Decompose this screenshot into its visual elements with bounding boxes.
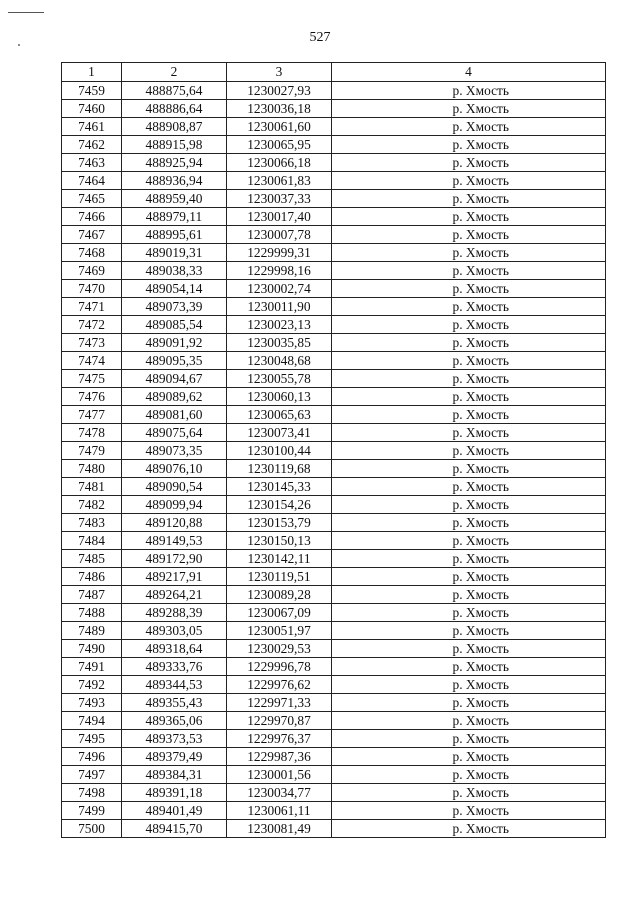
table-row <box>62 370 606 388</box>
cell-point-number: 7488 <box>62 604 122 622</box>
cell-y-coordinate: 1230150,13 <box>227 532 332 550</box>
cell-x-coordinate: 489149,53 <box>122 532 227 550</box>
cell-x-coordinate: 489391,18 <box>122 784 227 802</box>
cell-y-coordinate: 1229976,62 <box>227 676 332 694</box>
cell-description: р. Хмость <box>332 514 606 532</box>
cell-point-number: 7471 <box>62 298 122 316</box>
cell-point-number: 7462 <box>62 136 122 154</box>
cell-y-coordinate: 1229970,87 <box>227 712 332 730</box>
cell-y-coordinate: 1229976,37 <box>227 730 332 748</box>
table-row <box>62 532 606 550</box>
cell-description: р. Хмость <box>332 694 606 712</box>
table-row <box>62 658 606 676</box>
cell-x-coordinate: 489344,53 <box>122 676 227 694</box>
cell-y-coordinate: 1230067,09 <box>227 604 332 622</box>
table-row <box>62 694 606 712</box>
cell-y-coordinate: 1230029,53 <box>227 640 332 658</box>
cell-description: р. Хмость <box>332 154 606 172</box>
cell-x-coordinate: 489365,06 <box>122 712 227 730</box>
cell-description: р. Хмость <box>332 118 606 136</box>
cell-x-coordinate: 489091,92 <box>122 334 227 352</box>
cell-point-number: 7500 <box>62 820 122 838</box>
table-row <box>62 136 606 154</box>
cell-description: р. Хмость <box>332 568 606 586</box>
cell-x-coordinate: 489333,76 <box>122 658 227 676</box>
cell-x-coordinate: 489355,43 <box>122 694 227 712</box>
cell-description: р. Хмость <box>332 424 606 442</box>
cell-x-coordinate: 489075,64 <box>122 424 227 442</box>
cell-point-number: 7484 <box>62 532 122 550</box>
cell-description: р. Хмость <box>332 352 606 370</box>
cell-x-coordinate: 489264,21 <box>122 586 227 604</box>
cell-x-coordinate: 488886,64 <box>122 100 227 118</box>
table-row <box>62 478 606 496</box>
cell-point-number: 7499 <box>62 802 122 820</box>
cell-description: р. Хмость <box>332 316 606 334</box>
cell-description: р. Хмость <box>332 820 606 838</box>
cell-y-coordinate: 1230153,79 <box>227 514 332 532</box>
table-row <box>62 208 606 226</box>
scan-corner-mark <box>8 12 44 13</box>
cell-y-coordinate: 1230036,18 <box>227 100 332 118</box>
cell-x-coordinate: 489384,31 <box>122 766 227 784</box>
table-row <box>62 154 606 172</box>
cell-point-number: 7464 <box>62 172 122 190</box>
cell-point-number: 7483 <box>62 514 122 532</box>
table-row <box>62 604 606 622</box>
cell-x-coordinate: 488875,64 <box>122 82 227 100</box>
table-row <box>62 226 606 244</box>
cell-description: р. Хмость <box>332 388 606 406</box>
table-row <box>62 496 606 514</box>
cell-description: р. Хмость <box>332 226 606 244</box>
cell-x-coordinate: 488936,94 <box>122 172 227 190</box>
cell-y-coordinate: 1229971,33 <box>227 694 332 712</box>
cell-y-coordinate: 1230089,28 <box>227 586 332 604</box>
cell-y-coordinate: 1229999,31 <box>227 244 332 262</box>
table-row <box>62 640 606 658</box>
cell-y-coordinate: 1230027,93 <box>227 82 332 100</box>
cell-x-coordinate: 489288,39 <box>122 604 227 622</box>
cell-description: р. Хмость <box>332 730 606 748</box>
cell-description: р. Хмость <box>332 604 606 622</box>
cell-point-number: 7487 <box>62 586 122 604</box>
cell-y-coordinate: 1230017,40 <box>227 208 332 226</box>
table-body <box>62 82 606 838</box>
table-row <box>62 118 606 136</box>
cell-x-coordinate: 488979,11 <box>122 208 227 226</box>
cell-x-coordinate: 489076,10 <box>122 460 227 478</box>
cell-x-coordinate: 489073,39 <box>122 298 227 316</box>
cell-y-coordinate: 1230119,51 <box>227 568 332 586</box>
cell-point-number: 7486 <box>62 568 122 586</box>
cell-y-coordinate: 1230073,41 <box>227 424 332 442</box>
cell-x-coordinate: 489054,14 <box>122 280 227 298</box>
cell-y-coordinate: 1230048,68 <box>227 352 332 370</box>
cell-point-number: 7461 <box>62 118 122 136</box>
cell-y-coordinate: 1230001,56 <box>227 766 332 784</box>
cell-x-coordinate: 489085,54 <box>122 316 227 334</box>
table-row <box>62 748 606 766</box>
cell-description: р. Хмость <box>332 136 606 154</box>
table-row <box>62 190 606 208</box>
coordinates-table <box>61 62 606 838</box>
cell-point-number: 7480 <box>62 460 122 478</box>
cell-description: р. Хмость <box>332 370 606 388</box>
cell-x-coordinate: 489090,54 <box>122 478 227 496</box>
cell-y-coordinate: 1230035,85 <box>227 334 332 352</box>
cell-point-number: 7476 <box>62 388 122 406</box>
column-header-y: 3 <box>227 63 332 82</box>
cell-y-coordinate: 1230142,11 <box>227 550 332 568</box>
cell-y-coordinate: 1230034,77 <box>227 784 332 802</box>
cell-description: р. Хмость <box>332 658 606 676</box>
cell-y-coordinate: 1230065,95 <box>227 136 332 154</box>
cell-y-coordinate: 1230011,90 <box>227 298 332 316</box>
cell-description: р. Хмость <box>332 712 606 730</box>
table-row <box>62 388 606 406</box>
table-row <box>62 784 606 802</box>
cell-x-coordinate: 489081,60 <box>122 406 227 424</box>
cell-description: р. Хмость <box>332 442 606 460</box>
cell-point-number: 7467 <box>62 226 122 244</box>
column-header-point-number: 1 <box>62 63 122 82</box>
cell-y-coordinate: 1230061,11 <box>227 802 332 820</box>
table-row <box>62 442 606 460</box>
cell-y-coordinate: 1229998,16 <box>227 262 332 280</box>
table-row <box>62 334 606 352</box>
column-header-description: 4 <box>332 63 606 82</box>
cell-point-number: 7459 <box>62 82 122 100</box>
cell-point-number: 7485 <box>62 550 122 568</box>
cell-x-coordinate: 488915,98 <box>122 136 227 154</box>
cell-y-coordinate: 1230119,68 <box>227 460 332 478</box>
cell-description: р. Хмость <box>332 586 606 604</box>
cell-description: р. Хмость <box>332 244 606 262</box>
cell-description: р. Хмость <box>332 784 606 802</box>
cell-description: р. Хмость <box>332 496 606 514</box>
cell-x-coordinate: 488995,61 <box>122 226 227 244</box>
cell-point-number: 7481 <box>62 478 122 496</box>
table-row <box>62 586 606 604</box>
cell-x-coordinate: 489099,94 <box>122 496 227 514</box>
table-row <box>62 316 606 334</box>
cell-x-coordinate: 489303,05 <box>122 622 227 640</box>
cell-description: р. Хмость <box>332 532 606 550</box>
cell-y-coordinate: 1230002,74 <box>227 280 332 298</box>
cell-description: р. Хмость <box>332 550 606 568</box>
cell-x-coordinate: 489073,35 <box>122 442 227 460</box>
cell-point-number: 7473 <box>62 334 122 352</box>
cell-description: р. Хмость <box>332 802 606 820</box>
table-row <box>62 100 606 118</box>
cell-y-coordinate: 1230154,26 <box>227 496 332 514</box>
cell-description: р. Хмость <box>332 280 606 298</box>
table-row <box>62 550 606 568</box>
table-row <box>62 568 606 586</box>
page-number: 527 <box>309 30 331 45</box>
cell-point-number: 7475 <box>62 370 122 388</box>
cell-point-number: 7463 <box>62 154 122 172</box>
cell-point-number: 7479 <box>62 442 122 460</box>
cell-x-coordinate: 488908,87 <box>122 118 227 136</box>
table-row <box>62 406 606 424</box>
cell-y-coordinate: 1230023,13 <box>227 316 332 334</box>
table-row <box>62 514 606 532</box>
table-row <box>62 802 606 820</box>
cell-y-coordinate: 1230037,33 <box>227 190 332 208</box>
table-row <box>62 730 606 748</box>
table-row <box>62 424 606 442</box>
table-header-row <box>62 63 606 82</box>
cell-description: р. Хмость <box>332 82 606 100</box>
cell-description: р. Хмость <box>332 190 606 208</box>
cell-description: р. Хмость <box>332 298 606 316</box>
cell-point-number: 7478 <box>62 424 122 442</box>
table-row <box>62 460 606 478</box>
cell-point-number: 7489 <box>62 622 122 640</box>
table-row <box>62 712 606 730</box>
cell-description: р. Хмость <box>332 766 606 784</box>
cell-x-coordinate: 489120,88 <box>122 514 227 532</box>
table-row <box>62 280 606 298</box>
cell-description: р. Хмость <box>332 262 606 280</box>
cell-y-coordinate: 1230007,78 <box>227 226 332 244</box>
table-row <box>62 298 606 316</box>
cell-x-coordinate: 489373,53 <box>122 730 227 748</box>
cell-point-number: 7493 <box>62 694 122 712</box>
table-row <box>62 352 606 370</box>
cell-description: р. Хмость <box>332 172 606 190</box>
cell-y-coordinate: 1229987,36 <box>227 748 332 766</box>
cell-y-coordinate: 1230065,63 <box>227 406 332 424</box>
cell-x-coordinate: 489318,64 <box>122 640 227 658</box>
cell-y-coordinate: 1229996,78 <box>227 658 332 676</box>
cell-x-coordinate: 489401,49 <box>122 802 227 820</box>
cell-description: р. Хмость <box>332 334 606 352</box>
cell-y-coordinate: 1230055,78 <box>227 370 332 388</box>
cell-point-number: 7494 <box>62 712 122 730</box>
cell-y-coordinate: 1230145,33 <box>227 478 332 496</box>
cell-point-number: 7490 <box>62 640 122 658</box>
cell-x-coordinate: 489038,33 <box>122 262 227 280</box>
table-row <box>62 244 606 262</box>
cell-x-coordinate: 488925,94 <box>122 154 227 172</box>
cell-description: р. Хмость <box>332 640 606 658</box>
cell-y-coordinate: 1230081,49 <box>227 820 332 838</box>
cell-description: р. Хмость <box>332 406 606 424</box>
cell-point-number: 7482 <box>62 496 122 514</box>
table-row <box>62 820 606 838</box>
cell-point-number: 7468 <box>62 244 122 262</box>
table-row <box>62 262 606 280</box>
cell-x-coordinate: 489094,67 <box>122 370 227 388</box>
cell-x-coordinate: 489415,70 <box>122 820 227 838</box>
cell-y-coordinate: 1230061,83 <box>227 172 332 190</box>
cell-x-coordinate: 489379,49 <box>122 748 227 766</box>
cell-point-number: 7477 <box>62 406 122 424</box>
cell-description: р. Хмость <box>332 622 606 640</box>
cell-point-number: 7474 <box>62 352 122 370</box>
cell-x-coordinate: 489172,90 <box>122 550 227 568</box>
cell-description: р. Хмость <box>332 676 606 694</box>
table-row <box>62 172 606 190</box>
cell-point-number: 7472 <box>62 316 122 334</box>
cell-x-coordinate: 489095,35 <box>122 352 227 370</box>
cell-point-number: 7470 <box>62 280 122 298</box>
cell-point-number: 7469 <box>62 262 122 280</box>
cell-point-number: 7460 <box>62 100 122 118</box>
cell-description: р. Хмость <box>332 478 606 496</box>
cell-description: р. Хмость <box>332 208 606 226</box>
cell-y-coordinate: 1230066,18 <box>227 154 332 172</box>
cell-description: р. Хмость <box>332 100 606 118</box>
cell-x-coordinate: 489019,31 <box>122 244 227 262</box>
cell-y-coordinate: 1230061,60 <box>227 118 332 136</box>
cell-x-coordinate: 489217,91 <box>122 568 227 586</box>
cell-point-number: 7491 <box>62 658 122 676</box>
table-row <box>62 676 606 694</box>
cell-y-coordinate: 1230051,97 <box>227 622 332 640</box>
table-row <box>62 82 606 100</box>
cell-point-number: 7497 <box>62 766 122 784</box>
cell-x-coordinate: 489089,62 <box>122 388 227 406</box>
cell-y-coordinate: 1230100,44 <box>227 442 332 460</box>
cell-point-number: 7492 <box>62 676 122 694</box>
cell-y-coordinate: 1230060,13 <box>227 388 332 406</box>
table-row <box>62 622 606 640</box>
cell-point-number: 7496 <box>62 748 122 766</box>
table-row <box>62 766 606 784</box>
cell-description: р. Хмость <box>332 748 606 766</box>
cell-point-number: 7498 <box>62 784 122 802</box>
cell-point-number: 7495 <box>62 730 122 748</box>
cell-description: р. Хмость <box>332 460 606 478</box>
cell-point-number: 7465 <box>62 190 122 208</box>
cell-x-coordinate: 488959,40 <box>122 190 227 208</box>
cell-point-number: 7466 <box>62 208 122 226</box>
column-header-x: 2 <box>122 63 227 82</box>
